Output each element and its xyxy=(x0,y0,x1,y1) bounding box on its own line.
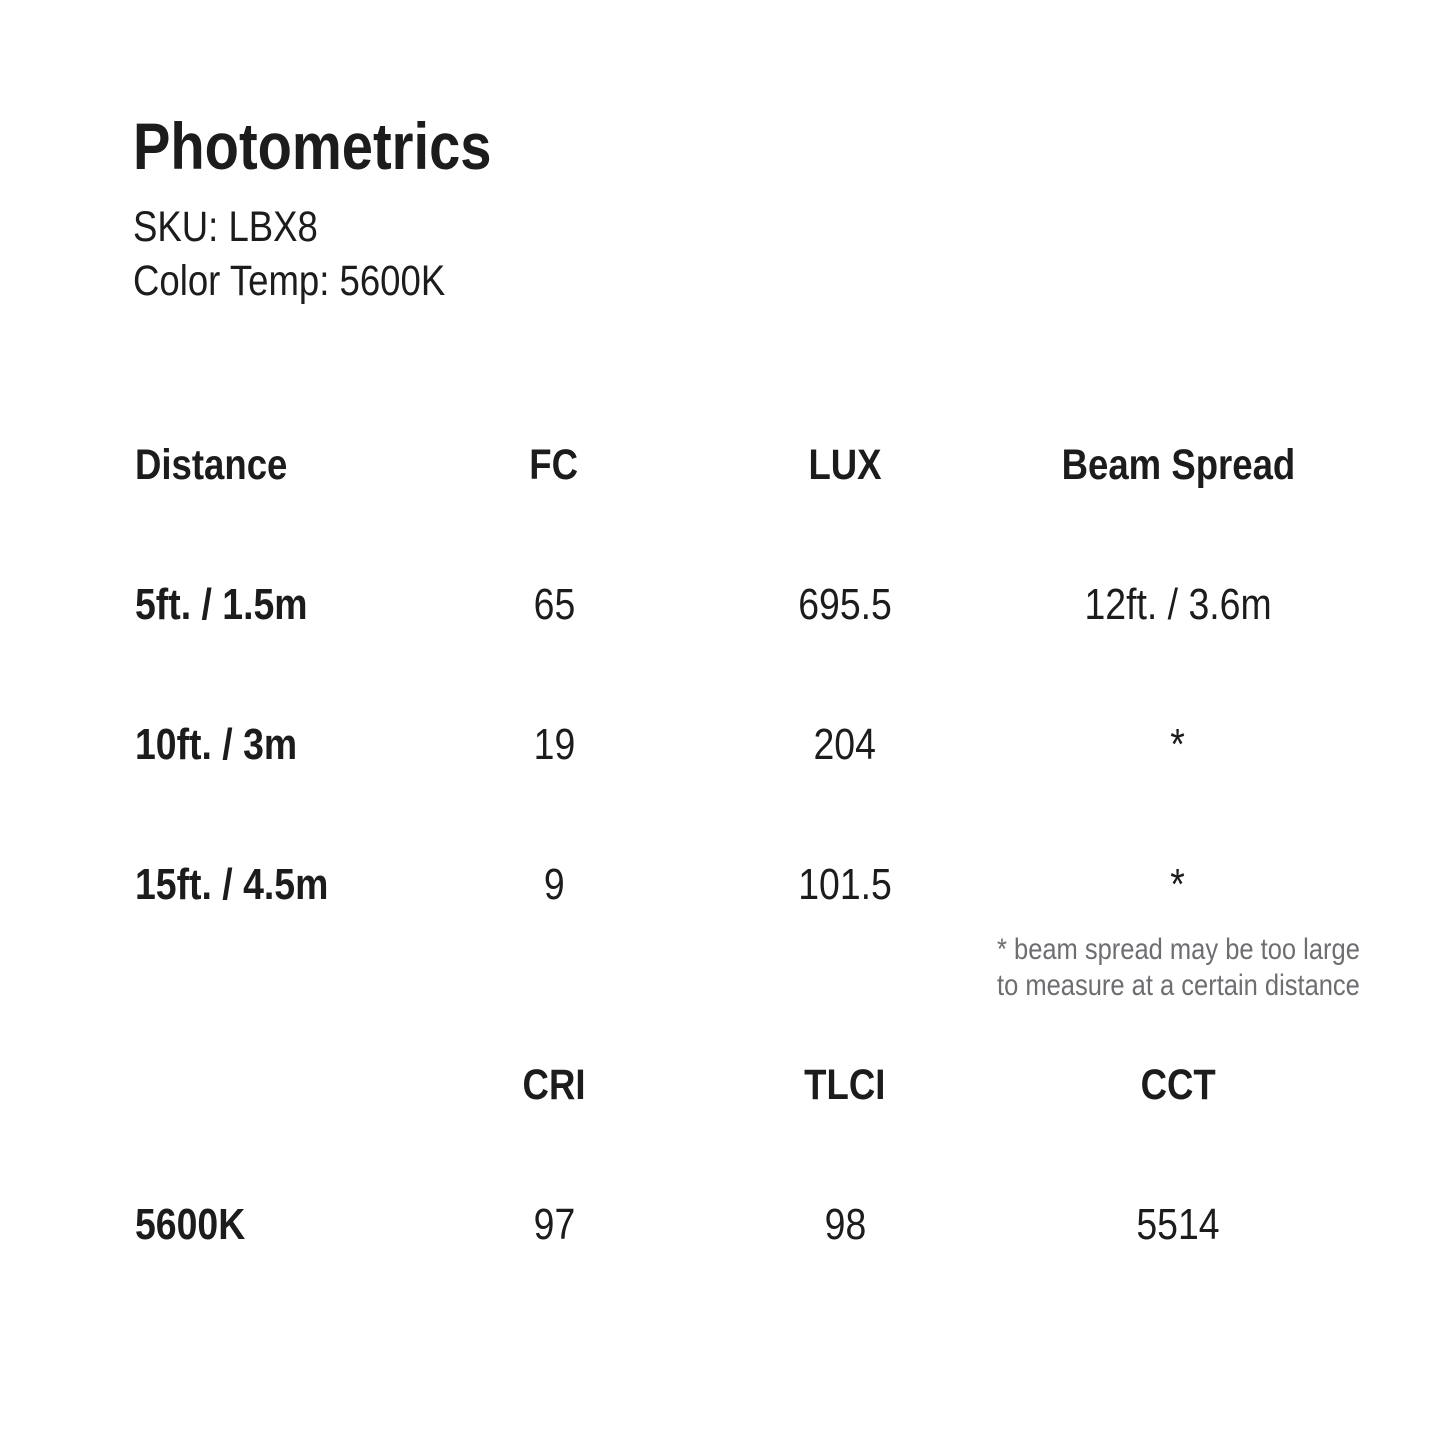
beam-spread-cell: * xyxy=(1170,720,1186,769)
page-title xyxy=(133,108,555,184)
column-header-cri: CRI xyxy=(522,1061,586,1109)
column-header-empty xyxy=(135,1060,380,1110)
fc-cell: 19 xyxy=(533,720,575,769)
lux-cell: 101.5 xyxy=(798,860,892,909)
lux-cell: 204 xyxy=(813,720,877,769)
photometrics-header-row xyxy=(135,440,1394,490)
distance-cell: 15ft. / 4.5m xyxy=(135,860,329,909)
cri-cell: 97 xyxy=(533,1200,575,1249)
table-row-15ft xyxy=(135,860,1394,910)
sku-line xyxy=(133,200,555,254)
distance-cell: 5ft. / 1.5m xyxy=(135,580,308,629)
color-temp-cell: 5600K xyxy=(135,1200,246,1249)
distance-cell: 10ft. / 3m xyxy=(135,720,298,769)
column-header-fc: FC xyxy=(529,441,579,489)
fc-cell: 65 xyxy=(533,580,575,629)
cct-cell: 5514 xyxy=(1136,1200,1220,1249)
column-header-cct: CCT xyxy=(1140,1061,1216,1109)
color-quality-header-row xyxy=(135,1060,1394,1110)
beam-spread-cell: * xyxy=(1170,860,1186,909)
table-row-5600k xyxy=(135,1200,1394,1250)
beam-spread-cell: 12ft. / 3.6m xyxy=(1084,580,1272,629)
column-header-lux: LUX xyxy=(808,441,882,489)
lux-cell: 695.5 xyxy=(798,580,892,629)
fc-cell: 9 xyxy=(543,860,565,909)
table-row-5ft xyxy=(135,580,1394,630)
color-temp-line xyxy=(133,254,555,308)
column-header-distance: Distance xyxy=(135,441,288,489)
footnote-line-1: * beam spread may be too large xyxy=(997,933,1360,966)
column-header-tlci: TLCI xyxy=(804,1061,886,1109)
column-header-beam-spread: Beam Spread xyxy=(1061,441,1295,489)
beam-spread-footnote xyxy=(997,932,1424,1004)
sku-text: SKU: LBX8 xyxy=(133,203,318,251)
color-temp-text: Color Temp: 5600K xyxy=(133,257,446,305)
table-row-10ft xyxy=(135,720,1394,770)
tlci-cell: 98 xyxy=(824,1200,866,1249)
page-title-text: Photometrics xyxy=(133,109,492,183)
doc-header xyxy=(133,108,555,308)
footnote-line-2: to measure at a certain distance xyxy=(997,969,1360,1002)
